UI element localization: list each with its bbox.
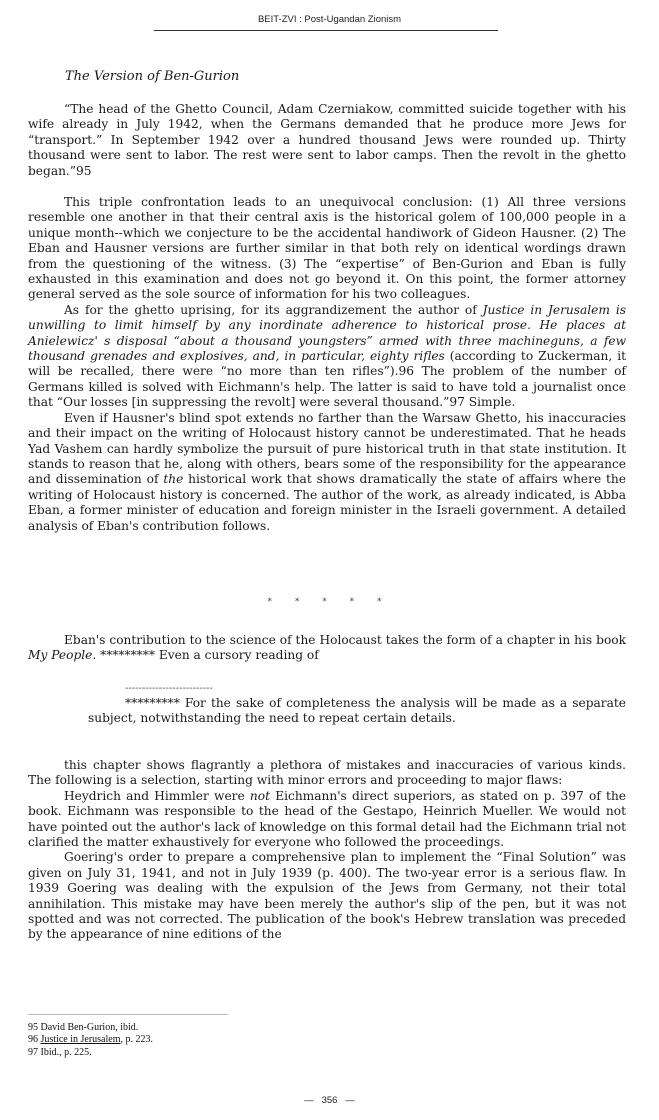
- footnote-text: David Ben-Gurion, ibid.: [40, 1022, 139, 1033]
- paragraph-1: “The head of the Ghetto Council, Adam Czerniakow, committed suicide together with his wife already in July 1942, when the Germans demanded that he produce more Jews for “transport.” In September 1942 over a hundred thousand Jews were rounded up. Thirty thousand were sent to labor. The rest were sent to labor camps. Then the revolt in the ghetto began.”95: [28, 102, 626, 178]
- section-title: The Version of Ben-Gurion: [65, 69, 240, 84]
- paragraph-8: Goering's order to prepare a comprehensive plan to implement the “Final Solution” was given on July 31, 1941, and not in July 1939 (p. 400). The two-year error is a serious flaw. In 1939 Goering was dealing with the expulsion of the Jews from Germany, not their total annihilation. This mistake may have been merely the author's slip of the pen, but it was not spotted and was not corrected. The publication of the book's Hebrew translation was preceded by the appearance of nine editions of the: [28, 850, 626, 942]
- footnote-96: [28, 1034, 153, 1046]
- errors-block: [28, 758, 626, 943]
- paragraph-5: [28, 633, 626, 664]
- paragraph-5-tail: . ********* Even a cursory reading of: [92, 648, 319, 663]
- footnote-number: 95: [28, 1022, 38, 1033]
- book-title-my-people: My People: [28, 648, 93, 663]
- page-number: 356: [321, 1095, 338, 1106]
- paragraph-3-tail: (according to Zuckerman, it will be recalled, there were “no more than ten rifles”).96 The problem of the number of Germans killed is solved with Eichmann's help. The latter is said to have told a journalist once that “Our losses [in suppressing the revolt] were several thousand.”97 Simple.: [28, 349, 627, 410]
- block-quote-paragraph: [28, 102, 626, 179]
- paragraph-5-lead: Eban's contribution to the science of the Holocaust takes the form of a chapter in his book: [64, 633, 626, 647]
- running-header: BEIT-ZVI : Post-Ugandan Zionism: [257, 14, 402, 25]
- eban-intro-block: [28, 633, 626, 664]
- footnote-book-title: Justice in Jerusalem: [40, 1034, 121, 1046]
- footnote-text: , p. 223.: [120, 1034, 153, 1046]
- paragraph-2: This triple confrontation leads to an unequivocal conclusion: (1) All three versions resemble one another in that their central axis is the historical golem of 100,000 people in a unique month--which we conjecture to be the accidental handiwork of Gideon Hausner. (2) The Eban and Hausner versions are further similar in that both rely on identical wordings drawn from the questioning of the witness. (3) The “expertise” of Ben-Gurion and Eban is fully exhausted in this examination and does not go beyond it. On this point, the former attorney general served as the sole source of information for his two colleagues.: [28, 195, 626, 302]
- page-footer: [0, 1095, 659, 1106]
- page-dash-right: —: [345, 1095, 355, 1106]
- header-rule: [154, 30, 498, 31]
- section-separator: * * * * *: [267, 597, 392, 607]
- footnote-number: 97: [28, 1046, 38, 1058]
- paragraph-4: [28, 411, 626, 534]
- footnotes: [28, 1022, 153, 1059]
- analysis-block: [28, 195, 626, 534]
- paragraph-6: this chapter shows flagrantly a plethora of mistakes and inaccuracies of various kinds. The following is a selection, starting with minor errors and proceeding to major flaws:: [28, 758, 626, 788]
- footnote-rule: [28, 1014, 228, 1015]
- inline-note-rule: --------------------------: [125, 683, 213, 694]
- paragraph-4-lead: Even if Hausner's blind spot extends no farther than the Warsaw Ghetto, his inaccuracies and their impact on the writing of Holocaust history cannot be underestimated. That he heads Yad Vashem can hardly symbolize the pursuit of pure historical truth in that state institution. It stands to reason that he, along with others, bears some of the responsibility for the appearance and dissemination of: [28, 410, 626, 487]
- paragraph-3: [28, 303, 626, 411]
- paragraph-3-lead: As for the ghetto uprising, for its aggrandizement the author of: [64, 302, 483, 317]
- footnote-text: Ibid., p. 225.: [40, 1046, 92, 1058]
- paragraph-3-italic: Justice in Jerusalem is unwilling to limit himself by any inordinate adherence to historical prose. He places at Anielewicz' s disposal “about a thousand youngsters” armed with three machineguns, a few thousand grenades and explosives, and, in particular, eighty rifles: [28, 302, 626, 364]
- paragraph-7-italic: not: [249, 788, 271, 803]
- inline-note: [88, 696, 626, 727]
- paragraph-4-italic: the: [163, 472, 184, 487]
- paragraph-7-tail: Eichmann's direct superiors, as stated on p. 397 of the book. Eichmann was responsible to the head of the Gestapo, Heinrich Mueller. We would not have pointed out the author's lack of knowledge on this formal detail had the Eichmann trial not clarified the matter exhaustively for everyone who followed the proceedings.: [28, 788, 626, 850]
- paragraph-7-lead: Heydrich and Himmler were: [64, 788, 250, 803]
- paragraph-7: [28, 789, 626, 851]
- footnote-97: [28, 1047, 153, 1059]
- paragraph-4-tail: historical work that shows dramatically the state of affairs where the writing of Holocaust history is concerned. The author of the work, as already indicated, is Abba Eban, a former minister of education and foreign minister in the Israeli government. A detailed analysis of Eban's contribution follows.: [28, 472, 626, 533]
- inline-note-text: ********* For the sake of completeness the analysis will be made as a separate subject, notwithstanding the need to repeat certain details.: [88, 696, 626, 726]
- footnote-number: 96: [28, 1034, 38, 1046]
- page-dash-left: —: [304, 1095, 314, 1106]
- footnote-95: [28, 1022, 153, 1034]
